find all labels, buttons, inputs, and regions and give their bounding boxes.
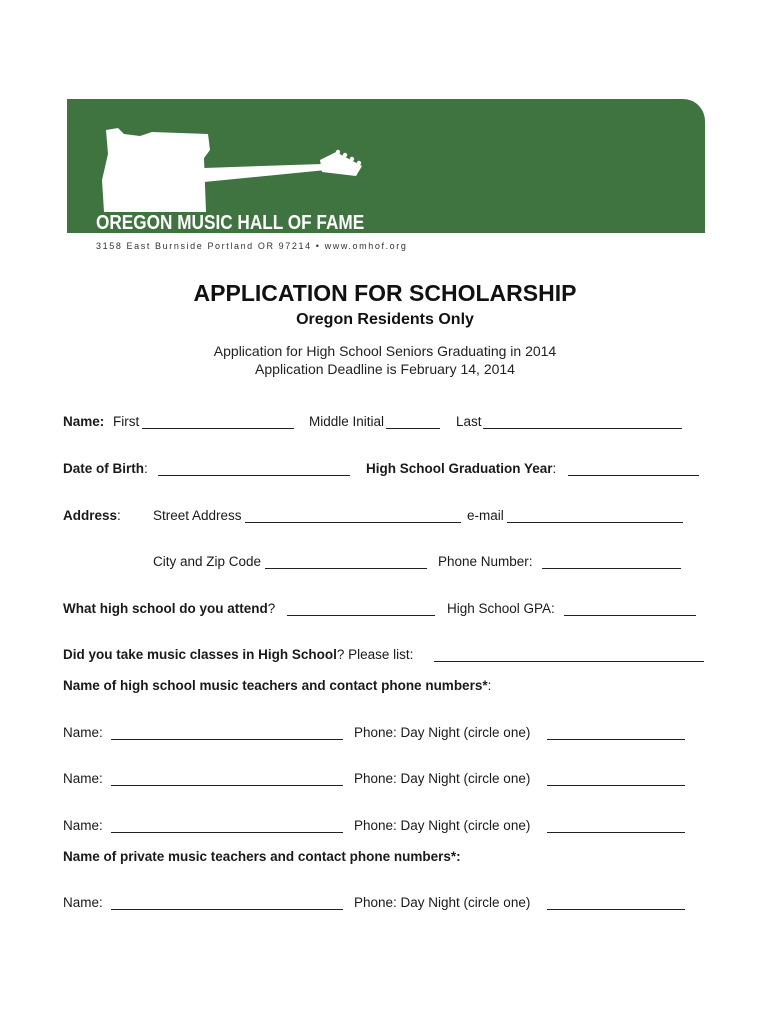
email-label: e-mail — [467, 508, 504, 523]
grad-year-label — [366, 461, 556, 476]
teacher-name-field[interactable] — [111, 909, 343, 910]
org-address: 3158 East Burnside Portland OR 97214 • www.omhof.org — [96, 241, 408, 251]
email-field[interactable] — [507, 522, 683, 523]
teacher-phone-label: Phone: Day Night (circle one) — [354, 895, 531, 910]
private-teachers-heading: Name of private music teachers and contact phone numbers*: — [63, 849, 461, 864]
teacher-phone-field[interactable] — [547, 832, 685, 833]
page-subtitle: Oregon Residents Only — [296, 311, 474, 328]
teacher-name-label: Name: — [63, 771, 103, 786]
grad-year-field[interactable] — [568, 475, 699, 476]
address-label — [63, 508, 121, 523]
music-classes-tail: ? Please list: — [336, 647, 414, 662]
street-address-label: Street Address — [153, 508, 242, 523]
grad-year-colon: : — [552, 461, 557, 476]
teacher-phone-field[interactable] — [547, 739, 685, 740]
teacher-phone-field[interactable] — [547, 909, 685, 910]
music-classes-question — [63, 647, 413, 662]
middle-initial-field[interactable] — [386, 428, 440, 429]
dob-colon: : — [144, 461, 148, 476]
dob-label — [63, 461, 148, 476]
teacher-phone-label: Phone: Day Night (circle one) — [354, 725, 531, 740]
middle-initial-label: Middle Initial — [309, 414, 385, 429]
school-field[interactable] — [287, 615, 435, 616]
city-zip-label: City and Zip Code — [153, 554, 262, 569]
school-question-text: What high school do you attend — [63, 601, 268, 616]
teacher-name-label: Name: — [63, 818, 103, 833]
gpa-label: High School GPA: — [447, 601, 555, 616]
teacher-name-field[interactable] — [111, 785, 343, 786]
gpa-field[interactable] — [564, 615, 696, 616]
address-colon: : — [117, 508, 121, 523]
hs-teachers-heading-text: Name of high school music teachers and contact phone numbers* — [63, 678, 488, 693]
oregon-guitar-icon — [100, 124, 370, 216]
city-zip-field[interactable] — [265, 568, 427, 569]
phone-number-field[interactable] — [542, 568, 681, 569]
music-classes-question-text: Did you take music classes in High School — [63, 647, 337, 662]
school-question — [63, 601, 275, 616]
org-name: OREGON MUSIC HALL OF FAME — [96, 212, 365, 234]
hs-teachers-heading — [63, 678, 491, 693]
teacher-phone-field[interactable] — [547, 785, 685, 786]
dob-field[interactable] — [158, 475, 350, 476]
phone-number-label: Phone Number: — [438, 554, 533, 569]
name-label: Name: — [63, 414, 105, 429]
address-label-text: Address — [63, 508, 118, 523]
teacher-name-field[interactable] — [111, 739, 343, 740]
info-line-2: Application Deadline is February 14, 2014 — [255, 361, 515, 377]
music-classes-field[interactable] — [434, 661, 704, 662]
teacher-phone-label: Phone: Day Night (circle one) — [354, 771, 531, 786]
school-question-mark: ? — [267, 601, 276, 616]
teacher-phone-label: Phone: Day Night (circle one) — [354, 818, 531, 833]
hs-teachers-colon: : — [487, 678, 492, 693]
last-name-field[interactable] — [483, 428, 682, 429]
grad-year-label-text: High School Graduation Year — [366, 461, 553, 476]
page-title: APPLICATION FOR SCHOLARSHIP — [193, 280, 577, 306]
last-name-label: Last — [456, 414, 482, 429]
street-address-field[interactable] — [245, 522, 461, 523]
info-line-1: Application for High School Seniors Graduating in 2014 — [213, 343, 557, 359]
first-name-label: First — [113, 414, 140, 429]
dob-label-text: Date of Birth — [63, 461, 144, 476]
teacher-name-field[interactable] — [111, 832, 343, 833]
teacher-name-label: Name: — [63, 725, 103, 740]
teacher-name-label: Name: — [63, 895, 103, 910]
first-name-field[interactable] — [142, 428, 294, 429]
